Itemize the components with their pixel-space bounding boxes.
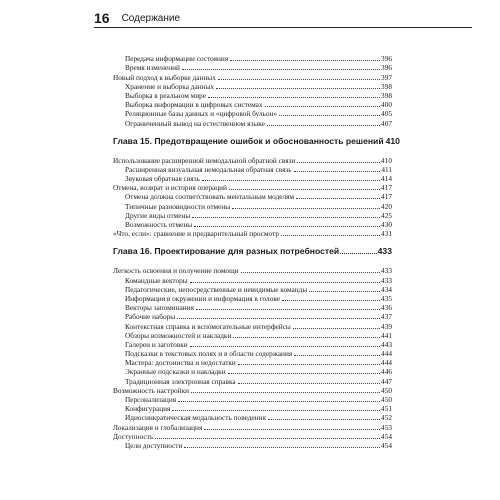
dot-leader: [267, 115, 380, 125]
entry-title: Экранные подсказки и накладки: [125, 367, 226, 377]
entry-title: Возможность отмены: [125, 220, 193, 229]
dot-leader: [281, 226, 380, 236]
entry-title: Отмена должна соответствовать ментальным моделям: [125, 192, 295, 202]
page-ref: 433: [381, 275, 392, 285]
page-ref: 444: [381, 358, 392, 368]
page-ref: 450: [381, 395, 392, 404]
page-ref: 398: [381, 90, 392, 100]
running-header: [94, 6, 472, 28]
page-ref: 400: [381, 100, 392, 110]
entry-title: Расширенная визуальная немодальная обратная связь: [125, 164, 292, 174]
page-ref: 417: [381, 183, 392, 193]
entry-title: Традиционная электронная справка: [125, 376, 236, 386]
page-ref: 433: [381, 266, 392, 276]
entry-title: Использование расширенной немодальной обратной связи: [113, 155, 296, 165]
page-ref: 443: [381, 339, 392, 349]
entry-title: Звуковая обратная связь: [125, 174, 200, 184]
entry-title: Обзоры возможностей и накладки: [125, 330, 232, 340]
entry-title: Идиосинкратическая модальность поведения: [125, 413, 266, 423]
page-ref: 450: [381, 385, 392, 395]
page-ref: 441: [381, 330, 392, 340]
page-number: 16: [94, 10, 110, 26]
dot-leader: [340, 243, 377, 254]
entry-title: Локализация и глобализация: [113, 422, 203, 432]
page-ref: 433: [377, 246, 392, 257]
chapter-title: Глава 15. Предотвращение ошибок и обоснованность решений: [113, 135, 384, 146]
page-ref: 417: [381, 192, 392, 202]
entry-title: Возможность настройки: [113, 385, 190, 395]
entry-title: Командные векторы: [125, 275, 188, 285]
page-ref: 447: [381, 376, 392, 386]
entry-title: Передача информации состояния: [125, 54, 229, 64]
dot-leader: [184, 438, 380, 448]
entry-title: Галереи и заготовки: [125, 339, 188, 349]
page-ref: 396: [381, 63, 392, 73]
toc-entry: [113, 153, 392, 165]
page-ref: 425: [381, 210, 392, 220]
page-ref: 434: [381, 284, 392, 294]
page-ref: 397: [381, 72, 392, 82]
page-ref: 436: [381, 303, 392, 313]
entry-title: Легкость освоения и получение помощи: [113, 266, 239, 276]
chapter-title: Глава 16. Проектирование для разных потребностей: [113, 246, 340, 257]
entry-title: Отмена, возврат и история операций: [113, 183, 227, 193]
entry-title: Педагогические, непосредственные и невидимые команды: [125, 284, 308, 294]
page-ref: 437: [381, 312, 392, 322]
toc-chapter: [113, 133, 400, 147]
entry-title: Типичные разновидности отмены: [125, 201, 231, 211]
toc-entry: [113, 51, 392, 64]
entry-title: Рабочие наборы: [125, 312, 176, 322]
entry-title: Время изменений: [125, 63, 180, 73]
entry-title: Доступность: [113, 431, 154, 441]
entry-title: Персонализация: [125, 395, 177, 404]
page-ref: 410: [381, 155, 392, 165]
page-ref: 411: [381, 164, 392, 174]
page-ref: 407: [381, 118, 392, 128]
page-ref: 405: [381, 109, 392, 119]
table-of-contents: [113, 51, 400, 450]
entry-title: Реляционные базы данных и «цифровой бульон»: [125, 109, 278, 119]
page-ref: 454: [381, 431, 392, 441]
entry-title: Подсказки в текстовых полях и в области содержания: [125, 349, 293, 359]
entry-title: Мастера: достоинства и недостатки: [125, 358, 236, 368]
toc-entry: [113, 263, 392, 276]
section-title: Содержание: [121, 13, 181, 24]
page-ref: 398: [381, 81, 392, 91]
page-ref: 439: [381, 321, 392, 331]
entry-title: Конфигурация: [125, 404, 171, 414]
page-ref: 414: [381, 174, 392, 184]
entry-title: Другие виды отмены: [125, 210, 191, 220]
page-ref: 444: [381, 349, 392, 359]
entry-title: «Что, если»: сравнение и предварительный просмотр: [113, 229, 280, 239]
entry-title: Выборка информации в цифровых системах: [125, 100, 263, 110]
page-ref: 435: [381, 293, 392, 303]
page-ref: 431: [381, 229, 392, 239]
page-ref: 410: [385, 135, 400, 146]
entry-title: Хранение и выборка данных: [125, 81, 215, 91]
entry-title: Контекстная справка и вспомогательные интерфейсы: [125, 321, 291, 331]
toc-entry: [113, 429, 392, 441]
page-ref: 452: [381, 413, 392, 423]
page-ref: 420: [381, 201, 392, 211]
page-ref: 396: [381, 54, 392, 64]
toc-chapter: [113, 243, 392, 257]
page-ref: 430: [381, 220, 392, 229]
entry-title: Ограниченный вывод на естественном языке: [125, 118, 265, 128]
entry-title: Информация в окружении и информация в голове: [125, 293, 280, 303]
page-ref: 446: [381, 367, 392, 377]
entry-title: Выборка в реальном мире: [125, 90, 207, 100]
page-ref: 454: [381, 440, 392, 450]
toc-entry: [113, 438, 392, 450]
entry-title: Новый подход к выборке данных: [113, 72, 216, 82]
entry-title: Цели доступности: [125, 440, 183, 450]
page-ref: 451: [381, 404, 392, 414]
page-ref: 453: [381, 422, 392, 432]
entry-title: Векторы запоминания: [125, 303, 194, 313]
